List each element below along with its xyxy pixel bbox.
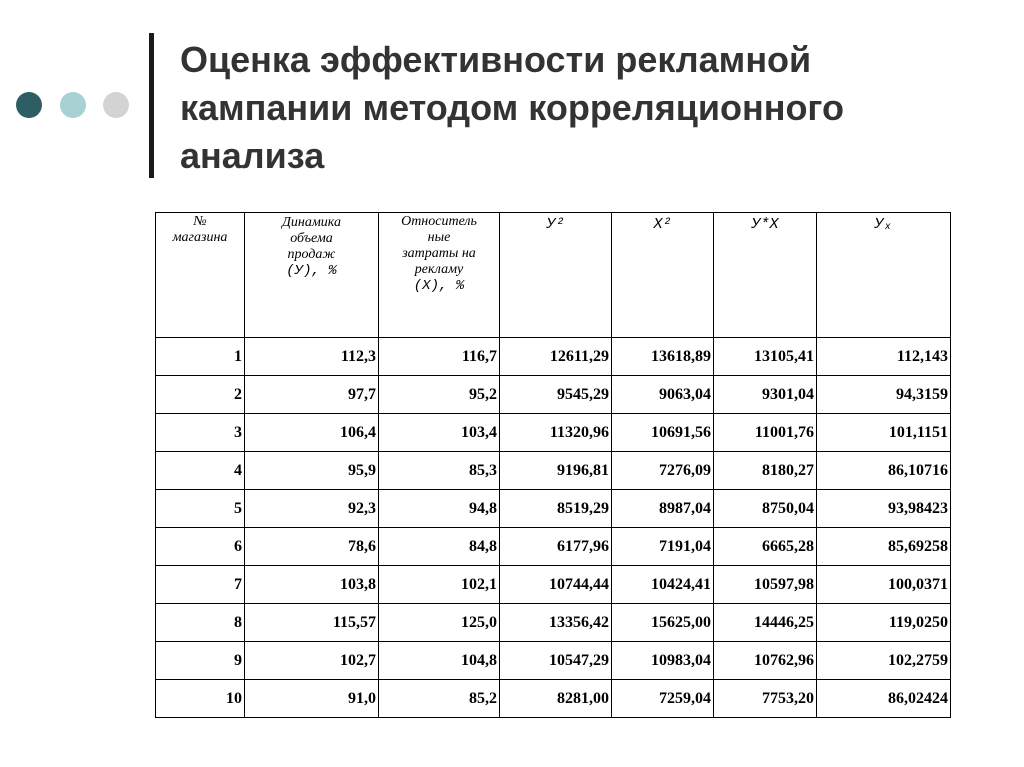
cell-y2: 6177,96 bbox=[500, 528, 612, 566]
cell-store: 9 bbox=[156, 642, 245, 680]
cell-store: 7 bbox=[156, 566, 245, 604]
cell-yx: 6665,28 bbox=[714, 528, 817, 566]
cell-y-calc: 100,0371 bbox=[817, 566, 951, 604]
title-line-2: кампании методом корреляционного bbox=[180, 87, 844, 128]
cell-y2: 10744,44 bbox=[500, 566, 612, 604]
cell-x2: 13618,89 bbox=[612, 338, 714, 376]
header-store-number: № магазина bbox=[156, 213, 245, 338]
cell-sales: 97,7 bbox=[245, 376, 379, 414]
cell-x2: 7276,09 bbox=[612, 452, 714, 490]
header-y-times-x: У*Х bbox=[714, 213, 817, 338]
cell-y2: 13356,42 bbox=[500, 604, 612, 642]
cell-y-calc: 101,1151 bbox=[817, 414, 951, 452]
cell-sales: 115,57 bbox=[245, 604, 379, 642]
title-line-3: анализа bbox=[180, 135, 325, 176]
cell-x2: 8987,04 bbox=[612, 490, 714, 528]
cell-y2: 10547,29 bbox=[500, 642, 612, 680]
cell-y2: 12611,29 bbox=[500, 338, 612, 376]
decor-dot-dark bbox=[16, 92, 42, 118]
cell-y-calc: 85,69258 bbox=[817, 528, 951, 566]
cell-yx: 10762,96 bbox=[714, 642, 817, 680]
decor-dot-gray bbox=[103, 92, 129, 118]
table-row bbox=[156, 642, 951, 680]
slide-title bbox=[180, 36, 980, 180]
cell-y2: 9196,81 bbox=[500, 452, 612, 490]
cell-yx: 14446,25 bbox=[714, 604, 817, 642]
correlation-table bbox=[155, 212, 951, 718]
cell-costs: 85,3 bbox=[379, 452, 500, 490]
header-y-squared: У² bbox=[500, 213, 612, 338]
table-row bbox=[156, 490, 951, 528]
title-line-1: Оценка эффективности рекламной bbox=[180, 39, 812, 80]
cell-store: 3 bbox=[156, 414, 245, 452]
title-divider bbox=[149, 33, 154, 178]
cell-y-calc: 86,10716 bbox=[817, 452, 951, 490]
cell-yx: 9301,04 bbox=[714, 376, 817, 414]
table-row bbox=[156, 452, 951, 490]
cell-x2: 15625,00 bbox=[612, 604, 714, 642]
cell-store: 6 bbox=[156, 528, 245, 566]
table-row bbox=[156, 528, 951, 566]
cell-costs: 84,8 bbox=[379, 528, 500, 566]
header-y-calculated: Уₓ bbox=[817, 213, 951, 338]
cell-sales: 102,7 bbox=[245, 642, 379, 680]
cell-costs: 103,4 bbox=[379, 414, 500, 452]
cell-y-calc: 93,98423 bbox=[817, 490, 951, 528]
cell-y-calc: 112,143 bbox=[817, 338, 951, 376]
cell-y-calc: 94,3159 bbox=[817, 376, 951, 414]
cell-costs: 104,8 bbox=[379, 642, 500, 680]
cell-y-calc: 119,0250 bbox=[817, 604, 951, 642]
cell-yx: 11001,76 bbox=[714, 414, 817, 452]
table-row bbox=[156, 414, 951, 452]
cell-sales: 95,9 bbox=[245, 452, 379, 490]
cell-x2: 10691,56 bbox=[612, 414, 714, 452]
cell-store: 1 bbox=[156, 338, 245, 376]
cell-yx: 8180,27 bbox=[714, 452, 817, 490]
cell-x2: 10983,04 bbox=[612, 642, 714, 680]
cell-yx: 8750,04 bbox=[714, 490, 817, 528]
cell-y2: 9545,29 bbox=[500, 376, 612, 414]
cell-costs: 116,7 bbox=[379, 338, 500, 376]
table-row bbox=[156, 604, 951, 642]
cell-costs: 102,1 bbox=[379, 566, 500, 604]
cell-sales: 112,3 bbox=[245, 338, 379, 376]
cell-y-calc: 102,2759 bbox=[817, 642, 951, 680]
table-body bbox=[156, 338, 951, 718]
cell-sales: 78,6 bbox=[245, 528, 379, 566]
cell-costs: 85,2 bbox=[379, 680, 500, 718]
cell-x2: 7259,04 bbox=[612, 680, 714, 718]
table-row bbox=[156, 376, 951, 414]
header-x-squared: Х² bbox=[612, 213, 714, 338]
cell-costs: 125,0 bbox=[379, 604, 500, 642]
table-row bbox=[156, 680, 951, 718]
cell-store: 4 bbox=[156, 452, 245, 490]
cell-x2: 7191,04 bbox=[612, 528, 714, 566]
cell-y2: 8519,29 bbox=[500, 490, 612, 528]
cell-yx: 7753,20 bbox=[714, 680, 817, 718]
cell-store: 10 bbox=[156, 680, 245, 718]
cell-sales: 91,0 bbox=[245, 680, 379, 718]
cell-y2: 8281,00 bbox=[500, 680, 612, 718]
decor-dot-light-teal bbox=[60, 92, 86, 118]
cell-yx: 13105,41 bbox=[714, 338, 817, 376]
header-relative-ad-costs: Относитель ные затраты на рекламу (Х), % bbox=[379, 213, 500, 338]
cell-y-calc: 86,02424 bbox=[817, 680, 951, 718]
cell-costs: 94,8 bbox=[379, 490, 500, 528]
table-row bbox=[156, 566, 951, 604]
table-row bbox=[156, 338, 951, 376]
cell-sales: 103,8 bbox=[245, 566, 379, 604]
cell-store: 5 bbox=[156, 490, 245, 528]
header-row bbox=[156, 213, 951, 338]
header-sales-dynamics: Динамика объема продаж (У), % bbox=[245, 213, 379, 338]
cell-store: 2 bbox=[156, 376, 245, 414]
cell-sales: 106,4 bbox=[245, 414, 379, 452]
cell-x2: 9063,04 bbox=[612, 376, 714, 414]
cell-store: 8 bbox=[156, 604, 245, 642]
cell-yx: 10597,98 bbox=[714, 566, 817, 604]
cell-sales: 92,3 bbox=[245, 490, 379, 528]
cell-y2: 11320,96 bbox=[500, 414, 612, 452]
cell-costs: 95,2 bbox=[379, 376, 500, 414]
cell-x2: 10424,41 bbox=[612, 566, 714, 604]
